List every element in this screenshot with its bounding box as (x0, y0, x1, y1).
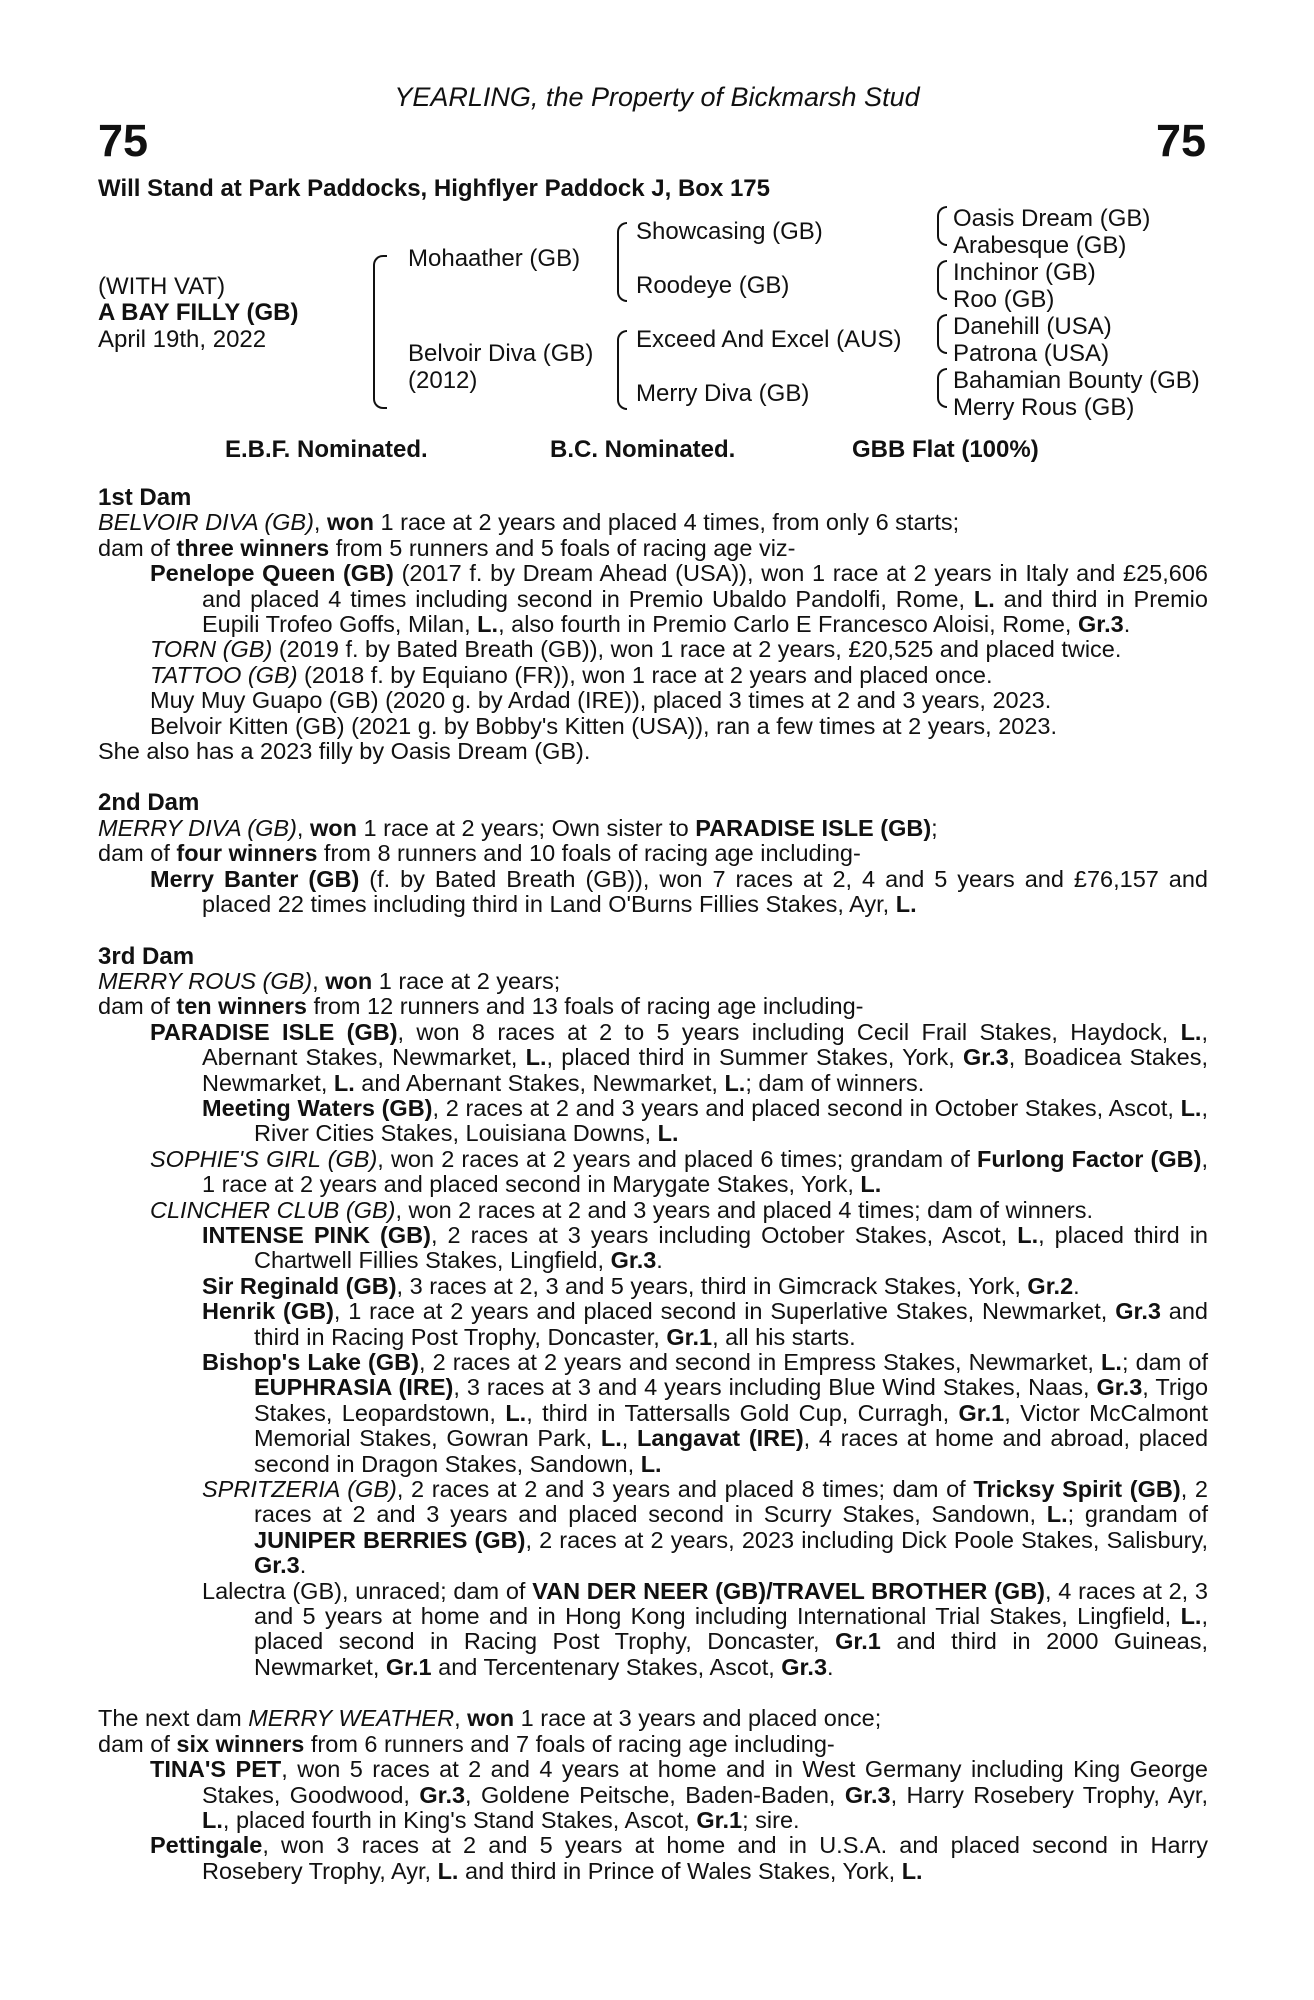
progeny-henrik: Henrik (GB), 1 race at 2 years and placed second in Superlative Stakes, Newmarket, Gr.3 and third in Racing Post Trophy, Doncaster, Gr.1, all his starts. (202, 1298, 1208, 1350)
progeny-tinas-pet: TINA'S PET, won 5 races at 2 and 4 years at home and in West Germany including King George Stakes, Goodwood, Gr.3, Goldene Peitsche, Baden-Baden, Gr.3, Harry Rosebery Trophy, Ayr, L., placed fourth in King's Stand Stakes, Ascot, Gr.1; sire. (150, 1756, 1208, 1833)
sire-dam: Roodeye (GB) (636, 272, 790, 299)
stand-location: Will Stand at Park Paddocks, Highflyer Paddock J, Box 175 (98, 175, 770, 202)
gbb-flat: GBB Flat (100%) (852, 436, 1039, 463)
progeny-spritzeria: SPRITZERIA (GB), 2 races at 2 and 3 years and placed 8 times; dam of Tricksy Spirit (GB), 2 races at 2 and 3 years and placed second in Scurry Stakes, Sandown, L.; grandam of JUNIPER BERRIES (GB), 2 races at 2 years, 2023 including Dick Poole Stakes, Salisbury, Gr.3. (202, 1476, 1209, 1579)
gen3-brace-3 (937, 314, 947, 354)
catalogue-header: YEARLING, the Property of Bickmarsh Stud (394, 82, 920, 112)
first-dam-produce: dam of three winners from 5 runners and 5 foals of racing age viz- (98, 534, 796, 561)
sire-brace (617, 222, 627, 302)
gen3-2: Arabesque (GB) (953, 232, 1127, 259)
birth-date: April 19th, 2022 (98, 326, 267, 353)
progeny-merry-banter: Merry Banter (GB) (f. by Bated Breath (GB)), won 7 races at 2, 4 and 5 years and £76,157 and placed 22 times including third in Land O'Burns Fillies Stakes, Ayr, L. (150, 865, 1209, 918)
next-dam-summary: The next dam MERRY WEATHER, won 1 race at 3 years and placed once; (98, 1705, 882, 1732)
third-dam-heading: 3rd Dam (98, 942, 195, 970)
lot-number-right: 75 (1155, 115, 1206, 166)
second-dam-summary: MERRY DIVA (GB), won 1 race at 2 years; Own sister to PARADISE ISLE (GB); (98, 814, 938, 841)
progeny-bishops-lake: Bishop's Lake (GB), 2 races at 2 years and second in Empress Stakes, Newmarket, L.; dam of EUPHRASIA (IRE), 3 races at 3 and 4 years including Blue Wind Stakes, Naas, Gr.3, Trigo Stakes, Leopardstown, L., third in Tattersalls Gold Cup, Curragh, Gr.1, Victor McCalmont Memorial Stakes, Gowran Park, L., Langavat (IRE), 4 races at home and abroad, placed second in Dragon Stakes, Sandown, L. (202, 1349, 1209, 1477)
third-dam-summary: MERRY ROUS (GB), won 1 race at 2 years; (98, 967, 561, 994)
lot-name: A BAY FILLY (GB) (98, 299, 299, 326)
progeny-meeting-waters: Meeting Waters (GB), 2 races at 2 and 3 years and placed second in October Stakes, Ascot, L., River Cities Stakes, Louisiana Downs, L. (202, 1094, 1208, 1147)
third-dam-produce: dam of ten winners from 12 runners and 13 foals of racing age including- (98, 993, 864, 1020)
first-dam-heading: 1st Dam (98, 484, 192, 511)
dam: Belvoir Diva (GB) (408, 340, 594, 367)
progeny-torn: TORN (GB) (2019 f. by Bated Breath (GB)), won 1 race at 2 years, £20,525 and placed twice. (150, 636, 1122, 663)
progeny-clincher-club: CLINCHER CLUB (GB), won 2 races at 2 and 3 years and placed 4 times; dam of winners. (150, 1196, 1094, 1223)
second-dam-produce: dam of four winners from 8 runners and 10 foals of racing age including- (98, 840, 861, 867)
progeny-paradise-isle: PARADISE ISLE (GB), won 8 races at 2 to 5 years including Cecil Frail Stakes, Haydock, L., Abernant Stakes, Newmarket, L., placed third in Summer Stakes, York, Gr.3, Boadicea Stakes, Newmarket, L. and Abernant Stakes, Newmarket, L.; dam of winners. (150, 1018, 1209, 1096)
sire-sire: Showcasing (GB) (636, 218, 823, 245)
dam-year: (2012) (408, 367, 478, 394)
progeny-muy-muy-guapo: Muy Muy Guapo (GB) (2020 g. by Ardad (IRE)), placed 3 times at 2 and 3 years, 2023. (150, 687, 1052, 714)
pedigree-brace (373, 255, 387, 409)
progeny-belvoir-kitten: Belvoir Kitten (GB) (2021 g. by Bobby's Kitten (USA)), ran a few times at 2 years, 2023. (150, 712, 1058, 739)
gen3-brace-1 (937, 206, 947, 246)
lot-number-left: 75 (98, 115, 149, 166)
first-dam-summary: BELVOIR DIVA (GB), won 1 race at 2 years and placed 4 times, from only 6 starts; (98, 509, 960, 536)
first-dam-note: She also has a 2023 filly by Oasis Dream (GB). (98, 738, 591, 765)
progeny-sir-reginald: Sir Reginald (GB), 3 races at 2, 3 and 5 years, third in Gimcrack Stakes, York, Gr.2. (202, 1272, 1080, 1299)
progeny-pettingale: Pettingale, won 3 races at 2 and 5 years at home and in U.S.A. and placed second in Harry Rosebery Trophy, Ayr, L. and third in Prince of Wales Stakes, York, L. (150, 1832, 1208, 1884)
progeny-lalectra: Lalectra (GB), unraced; dam of VAN DER NEER (GB)/TRAVEL BROTHER (GB), 4 races at 2, 3 and 5 years at home and in Hong Kong including International Trial Stakes, Lingfield, L., placed second in Racing Post Trophy, Doncaster, Gr.1 and third in 2000 Guineas, Newmarket, Gr.1 and Tercentenary Stakes, Ascot, Gr.3. (202, 1577, 1209, 1680)
dam-dam: Merry Diva (GB) (636, 380, 810, 407)
catalogue-body (98, 485, 1208, 1884)
gen3-7: Bahamian Bounty (GB) (953, 367, 1200, 394)
second-dam-heading: 2nd Dam (98, 789, 200, 817)
gen3-8: Merry Rous (GB) (953, 394, 1135, 421)
ebf-nominated: E.B.F. Nominated. (225, 436, 428, 463)
gen3-4: Roo (GB) (953, 286, 1055, 313)
vat-note: (WITH VAT) (98, 273, 226, 300)
gen3-5: Danehill (USA) (953, 313, 1112, 340)
dam-sire: Exceed And Excel (AUS) (636, 326, 902, 353)
sire: Mohaather (GB) (408, 245, 581, 272)
gen3-3: Inchinor (GB) (953, 259, 1096, 286)
gen3-1: Oasis Dream (GB) (953, 205, 1151, 232)
progeny-sophies-girl: SOPHIE'S GIRL (GB), won 2 races at 2 years and placed 6 times; grandam of Furlong Factor (GB), 1 race at 2 years and placed second in Marygate Stakes, York, L. (150, 1145, 1208, 1198)
progeny-tattoo: TATTOO (GB) (2018 f. by Equiano (FR)), won 1 race at 2 years and placed once. (150, 661, 993, 688)
progeny-penelope-queen: Penelope Queen (GB) (2017 f. by Dream Ahead (USA)), won 1 race at 2 years in Italy and £25,606 and placed 4 times including second in Premio Ubaldo Pandolfi, Rome, L. and third in Premio Eupili Trofeo Goffs, Milan, L., also fourth in Premio Carlo E Francesco Aloisi, Rome, Gr.3. (150, 560, 1208, 638)
next-dam-produce: dam of six winners from 6 runners and 7 foals of racing age including- (98, 1730, 835, 1757)
gen3-6: Patrona (USA) (953, 340, 1110, 367)
progeny-intense-pink: INTENSE PINK (GB), 2 races at 3 years including October Stakes, Ascot, L., placed third in Chartwell Fillies Stakes, Lingfield, Gr.3. (202, 1221, 1208, 1274)
gen3-brace-2 (937, 260, 947, 300)
gen3-brace-4 (937, 368, 947, 408)
bc-nominated: B.C. Nominated. (550, 436, 736, 463)
dam-brace (617, 330, 627, 410)
